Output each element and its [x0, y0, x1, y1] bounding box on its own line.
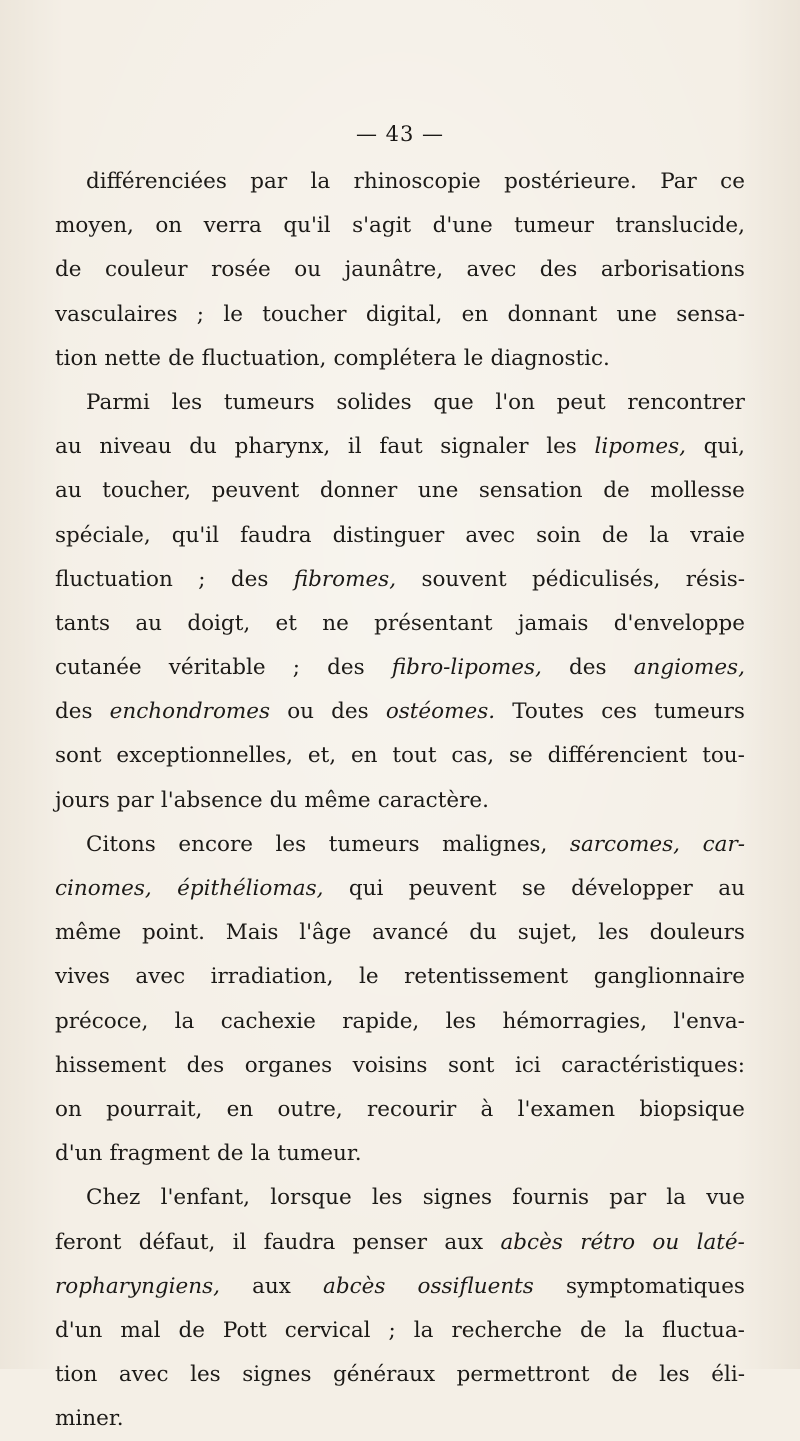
word: résis-: [685, 566, 745, 592]
word: les: [171, 389, 203, 415]
word: rétro: [580, 1229, 636, 1255]
word: ostéomes.: [385, 699, 496, 725]
word: qu'il: [171, 522, 220, 548]
text-line: [55, 248, 745, 292]
word: se: [509, 743, 533, 769]
word: que: [433, 389, 474, 415]
word: feront: [55, 1229, 122, 1255]
word: par: [609, 1185, 647, 1211]
word: avancé: [372, 920, 449, 946]
word: rapide,: [342, 1008, 420, 1034]
word: abcès: [323, 1273, 386, 1299]
text-line: [55, 558, 745, 602]
word: ce: [720, 169, 745, 194]
word: cinomes,: [55, 876, 152, 901]
word: digital,: [365, 301, 443, 327]
word: qui,: [703, 434, 745, 460]
word: vraie: [690, 522, 745, 548]
word: on: [155, 213, 183, 239]
word: mal: [120, 1317, 161, 1343]
word: du: [189, 434, 217, 460]
word: Chez: [86, 1185, 141, 1211]
word: rhinoscopie: [353, 169, 481, 194]
body-text: [55, 160, 745, 1441]
word: avec: [118, 1362, 169, 1388]
word: penser: [352, 1229, 427, 1255]
word: sensa-: [676, 301, 745, 327]
text-line: [55, 911, 745, 955]
word: ne: [322, 610, 349, 636]
text-line: [55, 1000, 745, 1044]
word: distinguer: [332, 522, 445, 548]
word: angiomes,: [633, 655, 745, 681]
word: en: [226, 1096, 254, 1122]
word: ;: [292, 655, 301, 681]
word: ou: [287, 699, 314, 725]
word: d'un: [55, 1141, 103, 1167]
word: outre,: [277, 1096, 343, 1122]
word: Par: [660, 169, 697, 194]
word: encore: [178, 831, 253, 857]
word: cas,: [451, 743, 495, 769]
word: des: [331, 699, 369, 725]
word: Citons: [86, 831, 156, 857]
text-line: [55, 425, 745, 469]
word: faudra: [240, 522, 312, 548]
word: ;: [198, 566, 206, 592]
word: irradiation,: [210, 964, 334, 990]
word: la: [413, 1317, 434, 1343]
word: différenciées: [86, 169, 227, 194]
word: spéciale,: [55, 522, 151, 548]
word: sont: [55, 743, 102, 769]
word: jours: [55, 787, 110, 813]
word: de: [216, 1141, 244, 1167]
word: tumeurs: [328, 831, 420, 857]
word: organes: [244, 1052, 333, 1078]
text-line: [55, 867, 745, 911]
text-line: [55, 734, 745, 778]
word: même: [304, 787, 371, 813]
word: lipomes,: [594, 434, 686, 460]
word: il: [232, 1229, 247, 1255]
text-line: [55, 1221, 745, 1265]
text-line: [55, 646, 745, 690]
text-line: [55, 1353, 745, 1397]
word: pédiculisés,: [532, 566, 661, 592]
text-line: [55, 690, 745, 734]
text-line: [55, 779, 745, 823]
word: cutanée: [55, 655, 142, 681]
word: à: [480, 1096, 494, 1122]
word: hissement: [55, 1052, 167, 1078]
word: toucher: [262, 301, 347, 327]
text-line: [55, 1088, 745, 1132]
word: l'examen: [517, 1096, 616, 1122]
word: on: [55, 1096, 82, 1122]
word: ici: [514, 1052, 541, 1078]
word: caractère.: [377, 787, 489, 813]
word: ces: [601, 699, 638, 725]
word: les: [371, 1185, 403, 1211]
word: des: [230, 566, 269, 592]
word: diagnostic.: [490, 345, 610, 371]
word: l'enfant,: [160, 1185, 251, 1211]
word: vasculaires: [55, 301, 178, 327]
text-line: [55, 1265, 745, 1309]
word: jaunâtre,: [344, 257, 444, 283]
word: fluctuation,: [201, 345, 327, 371]
word: qui: [348, 876, 384, 901]
word: les: [445, 1008, 477, 1034]
word: toucher,: [102, 478, 192, 504]
text-line: [55, 337, 745, 381]
word: biopsique: [639, 1096, 745, 1122]
word: des: [327, 655, 365, 681]
word: fibro-lipomes,: [391, 655, 542, 681]
text-line: [55, 1397, 745, 1441]
word: les: [275, 831, 307, 857]
word: des: [569, 655, 607, 681]
word: l'absence: [160, 787, 263, 813]
word: véritable: [168, 655, 266, 681]
word: souvent: [421, 566, 507, 592]
text-line: [55, 204, 745, 248]
word: tion: [55, 1362, 98, 1388]
word: caractéristiques:: [561, 1052, 745, 1078]
word: niveau: [99, 434, 172, 460]
word: le: [223, 301, 243, 327]
word: tumeurs: [654, 699, 745, 725]
word: fluctua-: [662, 1317, 745, 1343]
word: translucide,: [615, 213, 745, 239]
word: recourir: [367, 1096, 457, 1122]
word: épithéliomas,: [177, 876, 324, 901]
word: doigt,: [187, 610, 251, 636]
word: verra: [203, 213, 262, 239]
word: la: [624, 1317, 645, 1343]
word: cachexie: [220, 1008, 316, 1034]
word: avec: [135, 964, 186, 990]
word: de: [601, 522, 629, 548]
word: soin: [536, 522, 581, 548]
word: peuvent: [211, 478, 300, 504]
word: ou: [294, 257, 322, 283]
word: de: [178, 1317, 205, 1343]
word: la: [174, 1008, 195, 1034]
word: tout: [392, 743, 437, 769]
word: arborisations: [600, 257, 745, 283]
word: Parmi: [86, 389, 150, 415]
word: car-: [702, 831, 745, 857]
word: au: [55, 478, 82, 504]
word: miner.: [55, 1406, 124, 1432]
text-line: [55, 381, 745, 425]
word: tumeur.: [277, 1141, 362, 1167]
word: sont: [447, 1052, 495, 1078]
word: de: [55, 257, 82, 283]
word: qu'il: [283, 213, 331, 239]
word: fragment: [109, 1141, 210, 1167]
word: d'une: [432, 213, 493, 239]
word: et: [275, 610, 297, 636]
word: enchondromes: [109, 699, 271, 725]
word: en: [461, 301, 489, 327]
word: du: [269, 787, 298, 813]
word: et,: [307, 743, 337, 769]
word: le: [463, 345, 484, 371]
word: les: [659, 1362, 690, 1388]
word: ganglionnaire: [593, 964, 745, 990]
page-number: — 43 —: [355, 122, 445, 146]
word: au: [55, 434, 82, 460]
word: aux: [444, 1229, 484, 1255]
word: des: [539, 257, 578, 283]
word: de: [579, 1317, 607, 1343]
word: tion: [55, 345, 98, 371]
word: donner: [319, 478, 398, 504]
word: du: [469, 920, 497, 946]
word: les: [190, 1362, 221, 1388]
word: la: [666, 1185, 686, 1211]
word: symptomatiques: [565, 1273, 745, 1299]
word: peuvent: [408, 876, 497, 901]
word: s'agit: [352, 213, 412, 239]
word: présentant: [374, 610, 493, 636]
word: vives: [55, 964, 110, 990]
word: moyen,: [55, 213, 134, 239]
text-line: [55, 602, 745, 646]
word: fournis: [512, 1185, 590, 1211]
word: tou-: [702, 743, 745, 769]
word: ;: [388, 1317, 396, 1343]
word: avec: [465, 522, 516, 548]
word: exceptionnelles,: [116, 743, 293, 769]
word: nette: [104, 345, 161, 371]
word: ;: [196, 301, 205, 327]
word: Toutes: [512, 699, 585, 725]
word: ossifluents: [417, 1273, 534, 1299]
word: tants: [55, 610, 110, 636]
text-line: [55, 293, 745, 337]
word: faudra: [263, 1229, 336, 1255]
word: au: [718, 876, 745, 901]
word: fibromes,: [293, 566, 397, 592]
word: de: [168, 345, 195, 371]
text-line: [55, 823, 745, 867]
word: malignes,: [442, 831, 548, 857]
word: la: [310, 169, 331, 194]
word: signes: [242, 1362, 312, 1388]
word: rencontrer: [627, 389, 745, 415]
word: postérieure.: [504, 169, 637, 194]
word: abcès: [500, 1229, 563, 1255]
word: la: [649, 522, 670, 548]
word: se: [521, 876, 546, 901]
word: défaut,: [138, 1229, 216, 1255]
word: d'enveloppe: [613, 610, 745, 636]
word: les: [546, 434, 577, 460]
word: des: [186, 1052, 225, 1078]
text-line: [55, 1309, 745, 1353]
word: au: [135, 610, 162, 636]
word: rosée: [211, 257, 271, 283]
word: aux: [252, 1273, 291, 1299]
word: sarcomes,: [569, 831, 680, 857]
word: retentissement: [404, 964, 569, 990]
word: Pott: [222, 1317, 267, 1343]
word: l'enva-: [673, 1008, 745, 1034]
word: ropharyngiens,: [55, 1273, 220, 1299]
word: cervical: [284, 1317, 371, 1343]
word: d'un: [55, 1317, 103, 1343]
word: tumeurs: [223, 389, 315, 415]
word: tumeur: [514, 213, 594, 239]
word: développer: [571, 876, 693, 901]
word: de: [603, 478, 630, 504]
word: ou: [652, 1229, 680, 1255]
word: vue: [706, 1185, 745, 1211]
word: précoce,: [55, 1008, 149, 1034]
word: différencient: [547, 743, 688, 769]
word: par: [116, 787, 154, 813]
word: point.: [142, 920, 205, 946]
word: sujet,: [517, 920, 578, 946]
word: une: [616, 301, 657, 327]
word: hémorragies,: [502, 1008, 648, 1034]
word: douleurs: [649, 920, 745, 946]
word: complétera: [333, 345, 457, 371]
word: même: [55, 920, 122, 946]
word: donnant: [507, 301, 598, 327]
text-line: [55, 514, 745, 558]
word: faut: [379, 434, 423, 460]
word: les: [598, 920, 629, 946]
word: une: [417, 478, 459, 504]
text-line: [55, 1176, 745, 1220]
word: de: [611, 1362, 638, 1388]
word: sensation: [478, 478, 583, 504]
word: signes: [422, 1185, 493, 1211]
word: il: [347, 434, 362, 460]
word: en: [350, 743, 378, 769]
word: pharynx,: [234, 434, 331, 460]
word: par: [250, 169, 288, 194]
word: lorsque: [270, 1185, 352, 1211]
word: couleur: [105, 257, 188, 283]
text-line: [55, 1132, 745, 1176]
word: Mais: [225, 920, 279, 946]
word: voisins: [352, 1052, 428, 1078]
word: signaler: [440, 434, 529, 460]
word: éli-: [711, 1362, 745, 1388]
word: la: [250, 1141, 271, 1167]
text-line: [55, 469, 745, 513]
word: le: [358, 964, 379, 990]
word: jamais: [517, 610, 589, 636]
word: solides: [336, 389, 412, 415]
word: mollesse: [650, 478, 745, 504]
word: fluctuation: [55, 566, 173, 592]
text-line: [55, 160, 745, 204]
word: avec: [466, 257, 517, 283]
text-line: [55, 1044, 745, 1088]
word: peut: [556, 389, 606, 415]
word: l'on: [495, 389, 535, 415]
word: permettront: [456, 1362, 590, 1388]
word: l'âge: [299, 920, 352, 946]
word: pourrait,: [106, 1096, 203, 1122]
word: généraux: [333, 1362, 436, 1388]
text-line: [55, 955, 745, 999]
word: laté-: [696, 1229, 745, 1255]
word: recherche: [451, 1317, 562, 1343]
word: des: [55, 699, 93, 725]
